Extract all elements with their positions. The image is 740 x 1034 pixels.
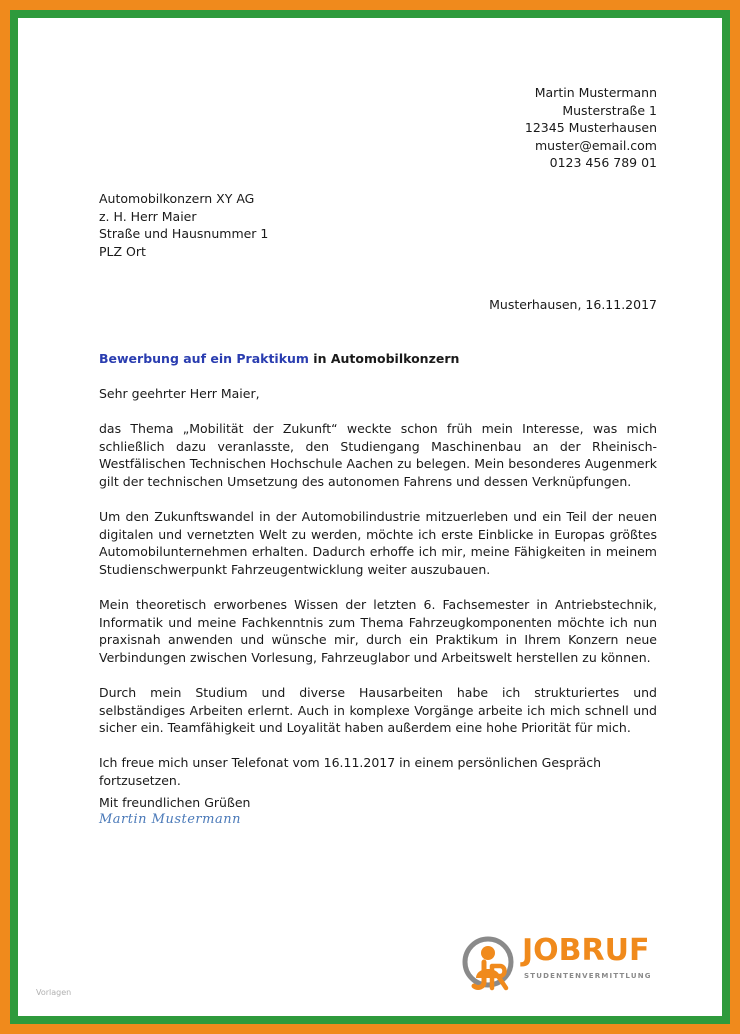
logo-name: JOBRUF — [522, 933, 650, 968]
closing-line: Mit freundlichen Grüßen — [99, 795, 251, 810]
paragraph-5: Ich freue mich unser Telefonat vom 16.11.2017 in einem persönlichen Gespräch fortzusetzen. — [99, 755, 602, 788]
watermark-text: Vorlagen — [36, 988, 72, 997]
paragraph-3: Mein theoretisch erworbenes Wissen der letzten 6. Fachsemester in Antriebstechnik, Informatik und meine Fachkenntnis zum Thema Fahrzeugkomponenten möchte ich nun praxisnah anwenden und wünsche mir, durch ein Praktikum in Ihrem Konzern neue Verbindungen zwischen Vorlesung, Fahrzeuglabor und Arbeitswelt herstellen zu können. — [99, 596, 657, 665]
recipient-attention: z. H. Herr Maier — [99, 208, 197, 224]
letter-date: Musterhausen, 16.11.2017 — [489, 297, 657, 312]
paragraph-2: Um den Zukunftswandel in der Automobilindustrie mitzuerleben und ein Teil der neuen digitalen und vernetzten Welt zu werden, möchte ich erste Einblicke in Europas größtes Automobilunternehmen erhalten. Dadurch erhoffe ich mir, meine Fähigkeiten in meinem Studienschwerpunkt Fahrzeugentwicklung weiter auszubauen. — [99, 508, 657, 577]
sender-city: 12345 Musterhausen — [524, 120, 657, 136]
sender-email: muster@email.com — [535, 137, 657, 153]
recipient-address — [99, 190, 268, 260]
subject-rest: in Automobilkonzern — [308, 351, 460, 366]
jobruf-logo-mark-icon — [462, 932, 520, 992]
jobruf-logo — [462, 932, 662, 994]
sender-name: Martin Mustermann — [534, 85, 657, 100]
recipient-street: Straße und Hausnummer 1 — [99, 226, 269, 242]
salutation: Sehr geehrter Herr Maier, — [99, 386, 260, 401]
recipient-company: Automobilkonzern XY AG — [99, 191, 255, 206]
sender-phone: 0123 456 789 01 — [549, 155, 657, 171]
sender-address — [525, 84, 657, 172]
paragraph-1: das Thema „Mobilität der Zukunft“ weckte schon früh mein Interesse, was mich schließlich dazu veranlasste, den Studiengang Maschinenbau an der Rheinisch-Westfälischen Technischen Hochschule Aachen zu belegen. Mein besonderes Augenmerk gilt der technischen Umsetzung des autonomen Fahrens und dessen Verknüpfungen. — [99, 421, 657, 489]
paragraph-4: Durch mein Studium und diverse Hausarbeiten habe ich strukturiertes und selbständiges Arbeiten erlernt. Auch in komplexe Vorgänge arbeite ich mich schnell und sicher ein. Teamfähigkeit und Loyalität haben außerdem eine hohe Priorität für mich. — [99, 684, 657, 736]
sender-street: Musterstraße 1 — [562, 102, 657, 118]
handwritten-signature: Martin Mustermann — [99, 812, 241, 827]
subject-highlight: Bewerbung auf ein Praktikum — [99, 351, 309, 366]
subject-line — [99, 350, 459, 368]
letter-body — [99, 420, 657, 807]
logo-tagline: STUDENTENVERMITTLUNG — [524, 972, 652, 980]
recipient-city: PLZ Ort — [99, 243, 146, 259]
